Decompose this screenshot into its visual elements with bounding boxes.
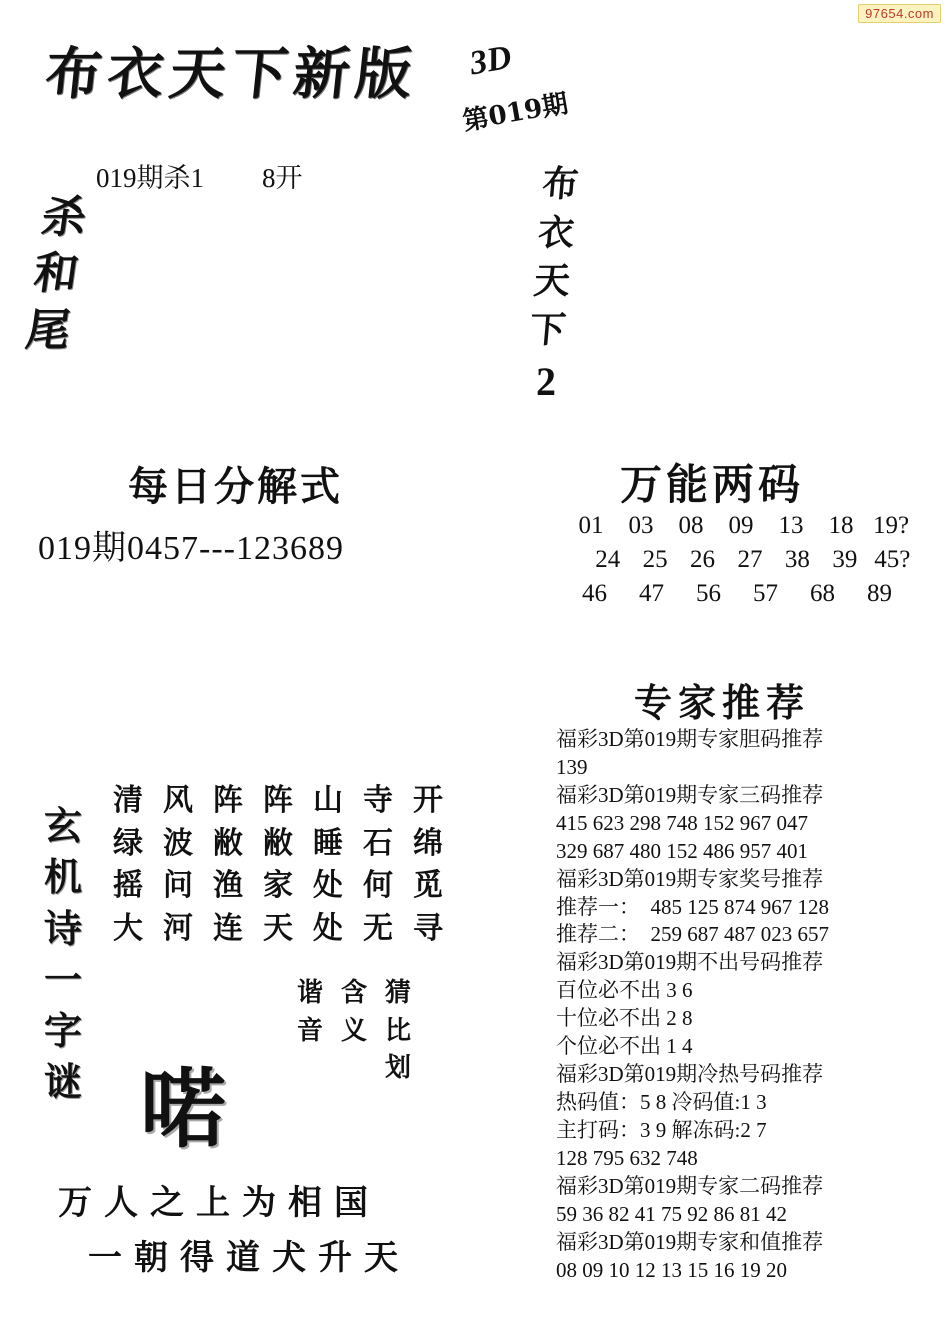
number-cell: 39 [832, 546, 858, 573]
number-cell: 03 [628, 512, 654, 539]
poem-vertical-label: 玄机诗一字谜 [44, 803, 83, 1105]
expert-line: 139 [556, 754, 588, 779]
couplet [58, 1175, 458, 1279]
number-cell: 18 [828, 512, 854, 539]
number-cell: 09 [728, 512, 754, 539]
kill-line [96, 156, 303, 195]
expert-line: 推荐二： 259 687 487 023 657 [556, 922, 829, 947]
number-cell: 45? [874, 546, 911, 573]
poem-columns [104, 780, 452, 950]
number-cell: 01 [578, 512, 604, 539]
expert-line: 福彩3D第019期专家和值推荐 [556, 1229, 824, 1254]
expert-line: 329 687 480 152 486 957 401 [556, 838, 808, 863]
poem-column: 开绵觅寻 [413, 783, 443, 946]
game-type-label: 3D [467, 38, 515, 83]
expert-line: 福彩3D第019期冷热号码推荐 [556, 1062, 824, 1087]
number-cell: 89 [867, 580, 892, 607]
issue-label: 第019期 [460, 88, 571, 137]
universal-row [566, 546, 916, 574]
couplet-line-2: 一朝得道犬升天 [88, 1238, 410, 1278]
number-cell: 24 [595, 546, 621, 573]
number-cell: 46 [582, 580, 607, 607]
expert-line: 415 623 298 748 152 967 047 [556, 810, 808, 835]
expert-line: 热码值：5 8 冷码值:1 3 [556, 1089, 767, 1114]
poem-column: 阵敝家天 [263, 783, 293, 946]
kill-vertical-label: 杀和尾 [22, 192, 90, 356]
poem-column: 清绿摇大 [113, 783, 143, 946]
expert-recommendation-list [556, 726, 936, 1284]
riddle-column: 含义 [340, 978, 367, 1046]
expert-line: 百位必不出 3 6 [556, 978, 693, 1003]
expert-line: 59 36 82 41 75 92 86 81 42 [556, 1201, 787, 1226]
number-cell: 57 [753, 580, 778, 607]
riddle-column: 猜比划 [384, 978, 411, 1084]
number-cell: 27 [737, 546, 763, 573]
riddle-column: 谐音 [296, 978, 323, 1046]
expert-section-title: 专家推荐 [634, 680, 811, 725]
riddle-character: 喏 [140, 1059, 226, 1160]
number-cell: 68 [810, 580, 835, 607]
expert-line: 128 795 632 748 [556, 1145, 698, 1170]
expert-line: 个位必不出 1 4 [556, 1034, 693, 1059]
expert-line: 福彩3D第019期专家胆码推荐 [556, 727, 824, 751]
riddle-columns [290, 975, 418, 1088]
expert-line: 主打码：3 9 解冻码:2 7 [556, 1117, 767, 1142]
universal-two-code-grid [566, 512, 916, 614]
expert-line: 福彩3D第019期专家二码推荐 [556, 1173, 824, 1198]
universal-row [566, 512, 916, 540]
kill-open: 8开 [262, 163, 303, 193]
number-cell: 47 [639, 580, 664, 607]
expert-line: 福彩3D第019期专家三码推荐 [556, 782, 824, 807]
daily-formula-title: 每日分解式 [128, 463, 343, 510]
daily-formula-value: 019期0457---123689 [38, 530, 344, 567]
page-title: 布衣天下新版 [42, 41, 422, 107]
brand-number: 2 [536, 359, 556, 404]
number-cell: 26 [690, 546, 716, 573]
kill-text: 019期杀1 [96, 163, 204, 193]
expert-line: 08 09 10 12 13 15 16 19 20 [556, 1257, 787, 1282]
number-cell: 38 [784, 546, 810, 573]
watermark: 97654.com [858, 4, 941, 23]
brand-vertical-label: 布衣天下 [527, 163, 581, 351]
expert-line: 福彩3D第019期专家奖号推荐 [556, 866, 824, 891]
number-cell: 13 [778, 512, 804, 539]
poem-column: 山睡处处 [313, 783, 343, 946]
poem-column: 寺石何无 [363, 783, 393, 946]
expert-line: 推荐一： 485 125 874 967 128 [556, 894, 829, 919]
number-cell: 25 [642, 546, 668, 573]
universal-row [566, 580, 916, 608]
expert-line: 十位必不出 2 8 [556, 1006, 693, 1031]
poem-column: 风波问河 [163, 783, 193, 946]
number-cell: 08 [678, 512, 704, 539]
number-cell: 56 [696, 580, 721, 607]
couplet-line-1: 万人之上为相国 [58, 1183, 380, 1223]
expert-line: 福彩3D第019期不出号码推荐 [556, 950, 824, 975]
universal-two-code-title: 万能两码 [620, 460, 805, 509]
poem-column: 阵敝渔连 [213, 783, 243, 946]
number-cell: 19? [872, 512, 910, 539]
